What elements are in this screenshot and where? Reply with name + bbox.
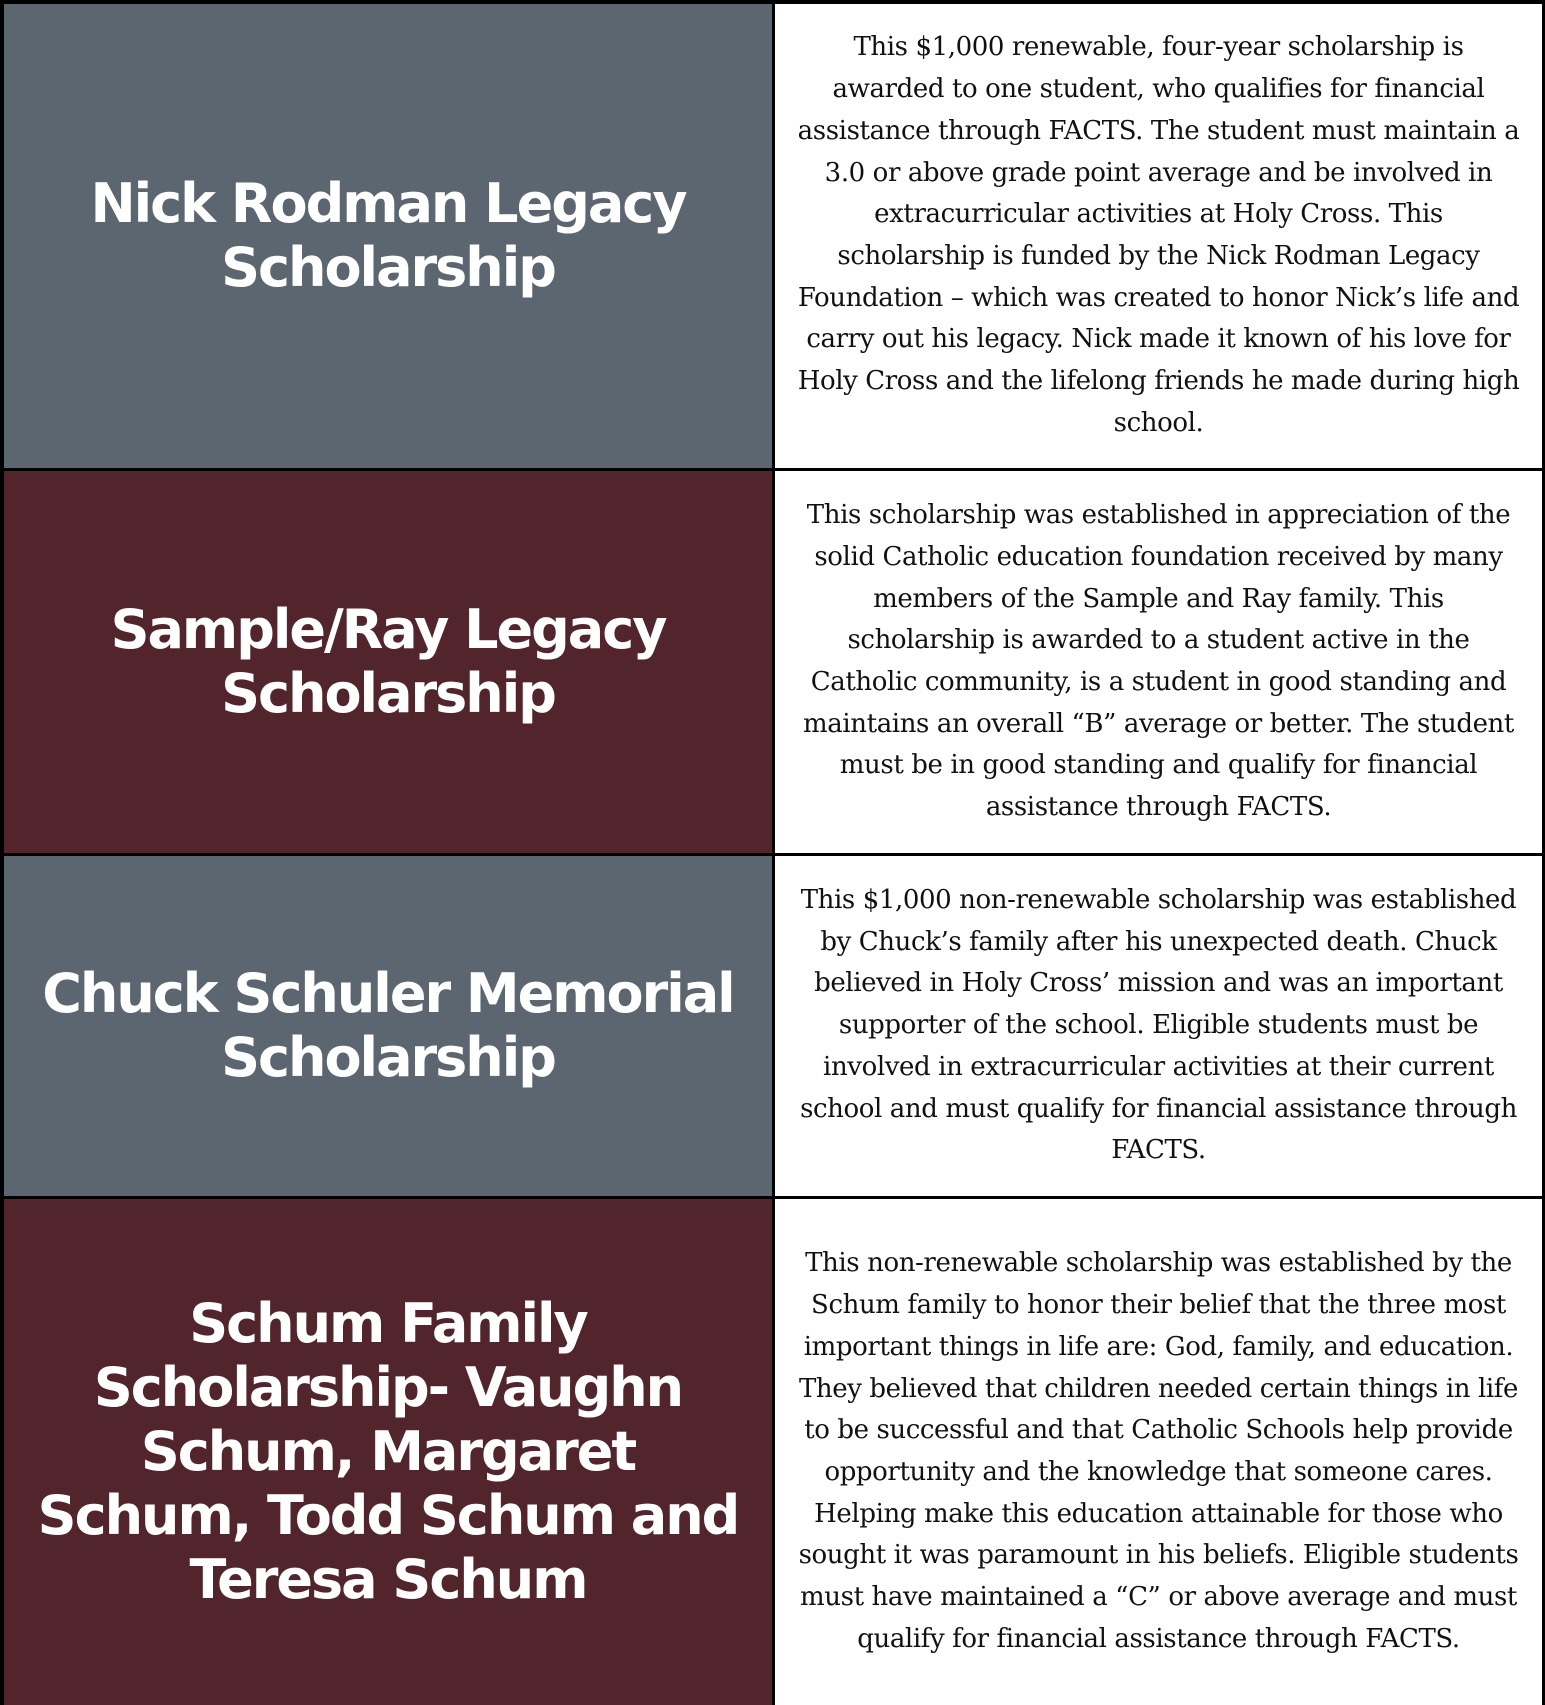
scholarship-row — [0, 471, 1545, 853]
scholarship-description-cell — [775, 1199, 1542, 1705]
scholarship-description: This $1,000 non-renewable scholarship was established by Chuck’s family after his unexpected death. Chuck believed in Holy Cross’ mission and was an important supporter of the school. Eligible students must be involved in extracurricular activities at their current school and must qualify for financial assistance through FACTS. — [800, 885, 1517, 1166]
scholarship-name-cell — [4, 4, 772, 468]
scholarship-description-cell — [775, 4, 1542, 468]
scholarship-description: This scholarship was established in appreciation of the solid Catholic education foundation received by many members of the Sample and Ray family. This scholarship is awarded to a student active in the Catholic community, is a student in good standing and maintains an overall “B” average or better. The student must be in good standing and qualify for financial assistance through FACTS. — [803, 500, 1514, 823]
scholarship-description-cell — [775, 471, 1542, 853]
scholarship-description: This non-renewable scholarship was established by the Schum family to honor their belief that the three most important things in life are: God, family, and education. They believed that children needed certain things in life to be successful and that Catholic Schools help provide opportunity and the knowledge that someone cares. Helping make this education attainable for those who sought it was paramount in his beliefs. Eligible students must have maintained a “C” or above average and must qualify for financial assistance through FACTS. — [798, 1248, 1519, 1654]
scholarship-row — [0, 4, 1545, 468]
scholarship-name-cell — [4, 856, 772, 1196]
scholarship-name: Schum Family Scholarship- Vaughn Schum, Margaret Schum, Todd Schum and Teresa Schum — [37, 1292, 739, 1611]
scholarship-name: Chuck Schuler Memorial Scholarship — [42, 962, 734, 1089]
scholarship-name: Nick Rodman Legacy Scholarship — [90, 172, 686, 299]
scholarship-row — [0, 856, 1545, 1196]
scholarship-name-cell — [4, 471, 772, 853]
scholarship-description: This $1,000 renewable, four-year scholarship is awarded to one student, who qualifies for financial assistance through FACTS. The student must maintain a 3.0 or above grade point average and be involved in extracurricular activities at Holy Cross. This scholarship is funded by the Nick Rodman Legacy Foundation – which was created to honor Nick’s life and carry out his legacy. Nick made it known of his love for Holy Cross and the lifelong friends he made during high school. — [797, 32, 1520, 438]
scholarship-description-cell — [775, 856, 1542, 1196]
scholarship-name-cell — [4, 1199, 772, 1705]
scholarship-name: Sample/Ray Legacy Scholarship — [110, 598, 666, 725]
scholarship-row — [0, 1199, 1545, 1705]
